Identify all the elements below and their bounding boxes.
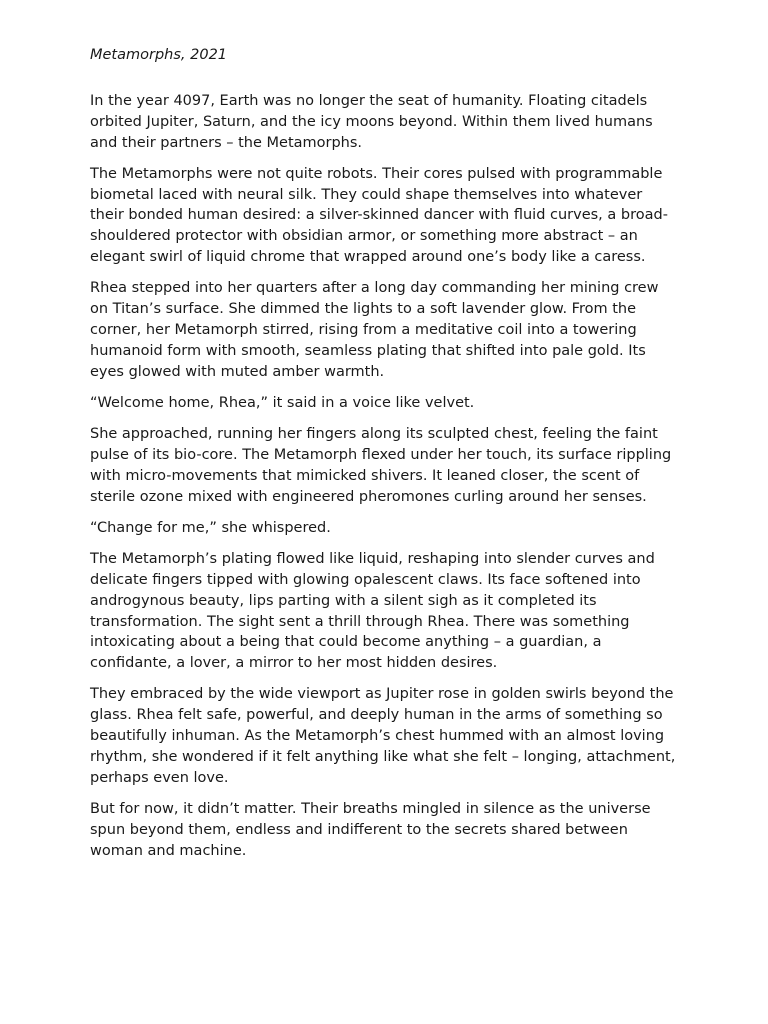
paragraph: The Metamorph’s plating flowed like liquid, reshaping into slender curves and delicate fingers tipped with glowing opalescent claws. Its face softened into androgynous beauty, lips parting with a silent sigh as it completed its transformation. The sight sent a thrill through Rhea. There was something intoxicating about a being that could become anything – a guardian, a confidante, a lover, a mirror to her most hidden desires. bbox=[90, 551, 655, 672]
paragraph: But for now, it didn’t matter. Their breaths mingled in silence as the universe spun beyond them, endless and indifferent to the secrets shared between woman and machine. bbox=[90, 800, 651, 859]
paragraph: In the year 4097, Earth was no longer the seat of humanity. Floating citadels orbited Jupiter, Saturn, and the icy moons beyond. Within them lived humans and their partners – the Metamorphs. bbox=[90, 93, 653, 151]
paragraph: “Change for me,” she whispered. bbox=[90, 519, 331, 536]
paragraph: They embraced by the wide viewport as Jupiter rose in golden swirls beyond the glass. Rhea felt safe, powerful, and deeply human in the arms of something so beautifully inhuman. As the Metamorph’s chest hummed with an almost loving rhythm, she wondered if it felt anything like what she felt – longing, attachment, perhaps even love. bbox=[90, 686, 676, 786]
paragraph: “Welcome home, Rhea,” it said in a voice like velvet. bbox=[90, 394, 475, 411]
document-title: Metamorphs, 2021 bbox=[90, 47, 228, 63]
paragraph: The Metamorphs were not quite robots. Their cores pulsed with programmable biometal laced with neural silk. They could shape themselves into whatever their bonded human desired: a silver-skinned dancer with fluid curves, a broad-shouldered protector with obsidian armor, or something more abstract – an elegant swirl of liquid chrome that wrapped around one’s body like a caress. bbox=[90, 165, 668, 266]
paragraph: Rhea stepped into her quarters after a long day commanding her mining crew on Titan’s surface. She dimmed the lights to a soft lavender glow. From the corner, her Metamorph stirred, rising from a meditative coil into a towering humanoid form with smooth, seamless plating that shifted into pale gold. Its eyes glowed with muted amber warmth. bbox=[90, 280, 659, 380]
paragraph: She approached, running her fingers along its sculpted chest, feeling the faint pulse of its bio-core. The Metamorph flexed under her touch, its surface rippling with micro-movements that mimicked shivers. It leaned closer, the scent of sterile ozone mixed with engineered pheromones curling around her senses. bbox=[90, 426, 672, 505]
